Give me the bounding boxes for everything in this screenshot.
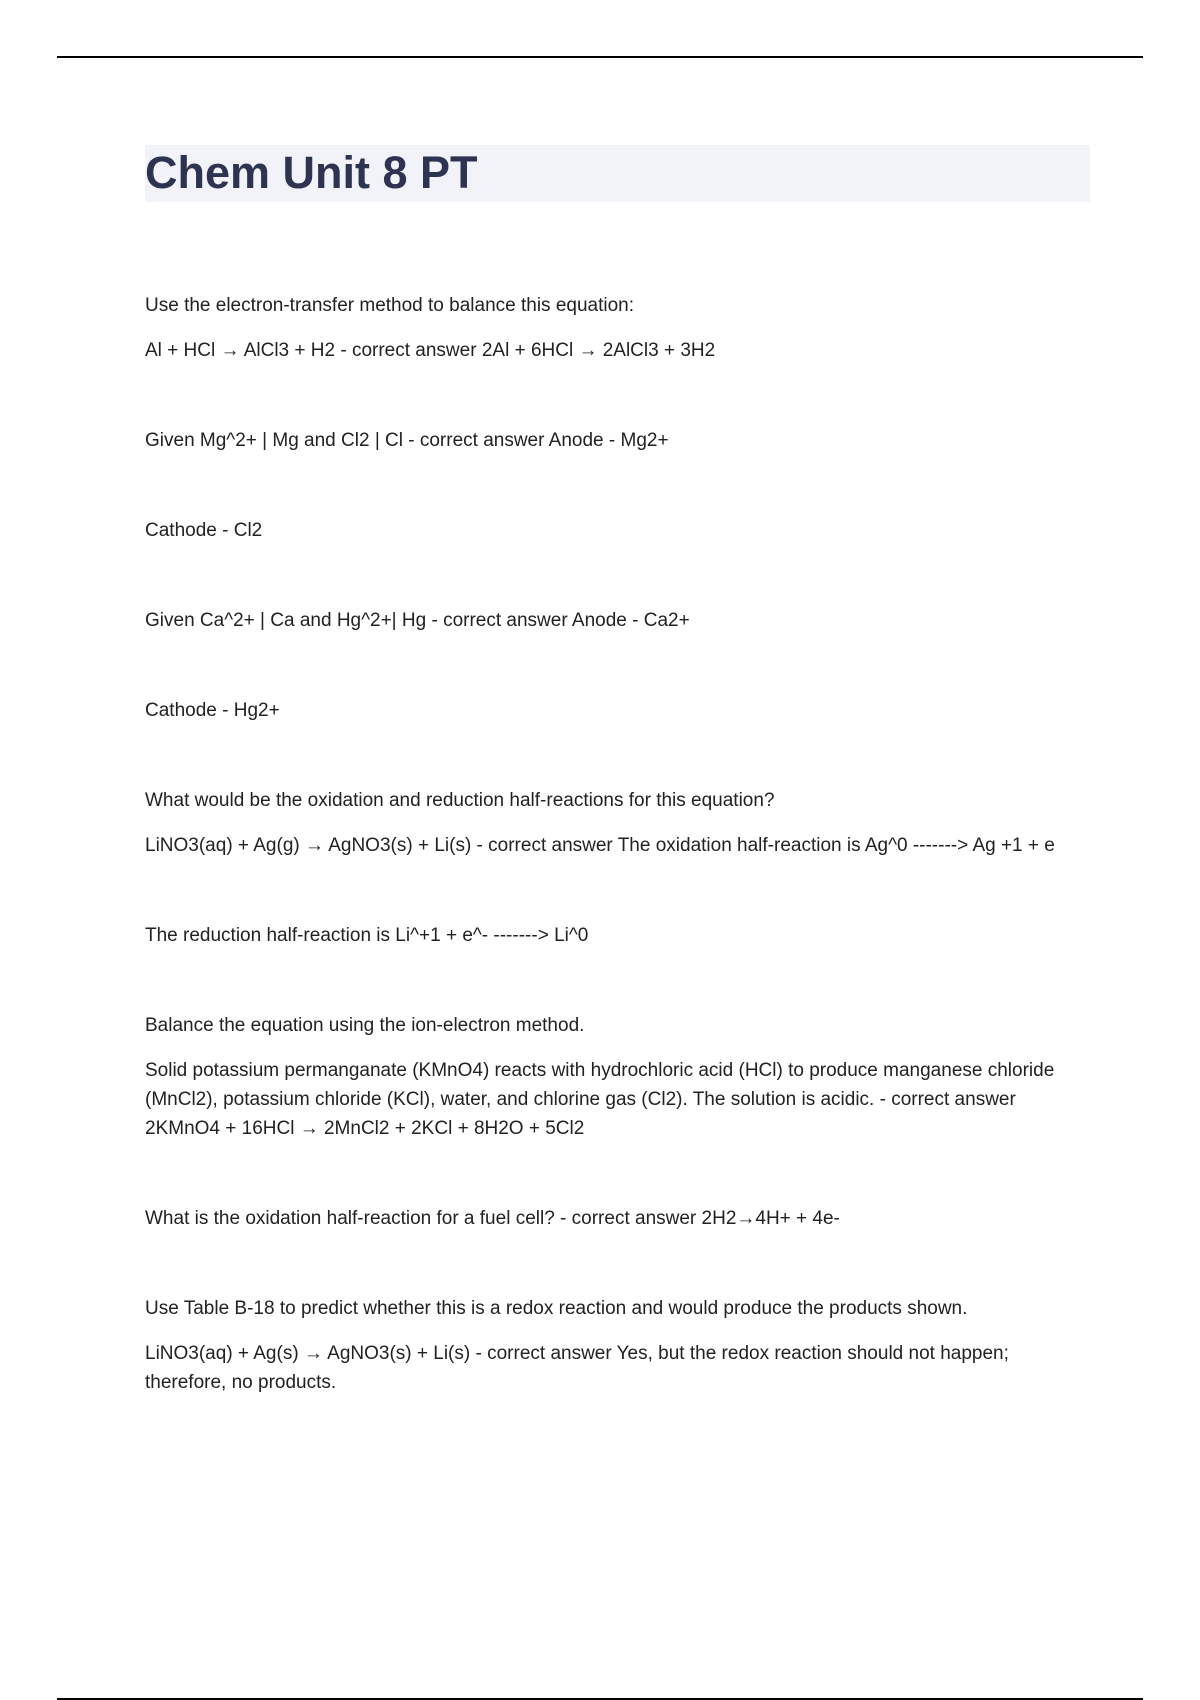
paragraph-answer-4-cont: The reduction half-reaction is Li^+1 + e^- -------> Li^0 <box>145 925 589 946</box>
paragraph-answer-6: What is the oxidation half-reaction for a fuel cell? - correct answer 2H2→4H+ + 4e- <box>145 1208 840 1229</box>
paragraph-answer-2: Given Mg^2+ | Mg and Cl2 | Cl - correct answer Anode - Mg2+ <box>145 430 669 451</box>
paragraph-question-1: Use the electron-transfer method to balance this equation: <box>145 295 635 316</box>
paragraph-answer-3: Given Ca^2+ | Ca and Hg^2+| Hg - correct answer Anode - Ca2+ <box>145 610 690 631</box>
paragraph-answer-1: Al + HCl → AlCl3 + H2 - correct answer 2Al + 6HCl → 2AlCl3 + 3H2 <box>145 340 716 361</box>
page-title: Chem Unit 8 PT <box>145 147 478 198</box>
paragraph-answer-5: Solid potassium permanganate (KMnO4) reacts with hydrochloric acid (HCl) to produce manganese chloride (MnCl2), potassium chloride (KCl), water, and chlorine gas (Cl2). The solution is acidic. - correct answer 2KMnO4 + 16HCl → 2MnCl2 + 2KCl + 8H2O + 5Cl2 <box>145 1060 1055 1139</box>
paragraph-question-5: Balance the equation using the ion-electron method. <box>145 1015 585 1036</box>
document-body <box>145 291 1090 1397</box>
paragraph-question-4: What would be the oxidation and reduction half-reactions for this equation? <box>145 790 775 811</box>
paragraph-answer-4: LiNO3(aq) + Ag(g) → AgNO3(s) + Li(s) - correct answer The oxidation half-reaction is Ag^0 -------> Ag +1 + e <box>145 835 1055 856</box>
top-rule <box>57 56 1143 58</box>
paragraph-answer-2-cont: Cathode - Cl2 <box>145 520 263 541</box>
paragraph-question-7: Use Table B-18 to predict whether this is a redox reaction and would produce the products shown. <box>145 1298 968 1319</box>
paragraph-answer-7: LiNO3(aq) + Ag(s) → AgNO3(s) + Li(s) - correct answer Yes, but the redox reaction should not happen; therefore, no products. <box>145 1343 1009 1393</box>
paragraph-answer-3-cont: Cathode - Hg2+ <box>145 700 280 721</box>
